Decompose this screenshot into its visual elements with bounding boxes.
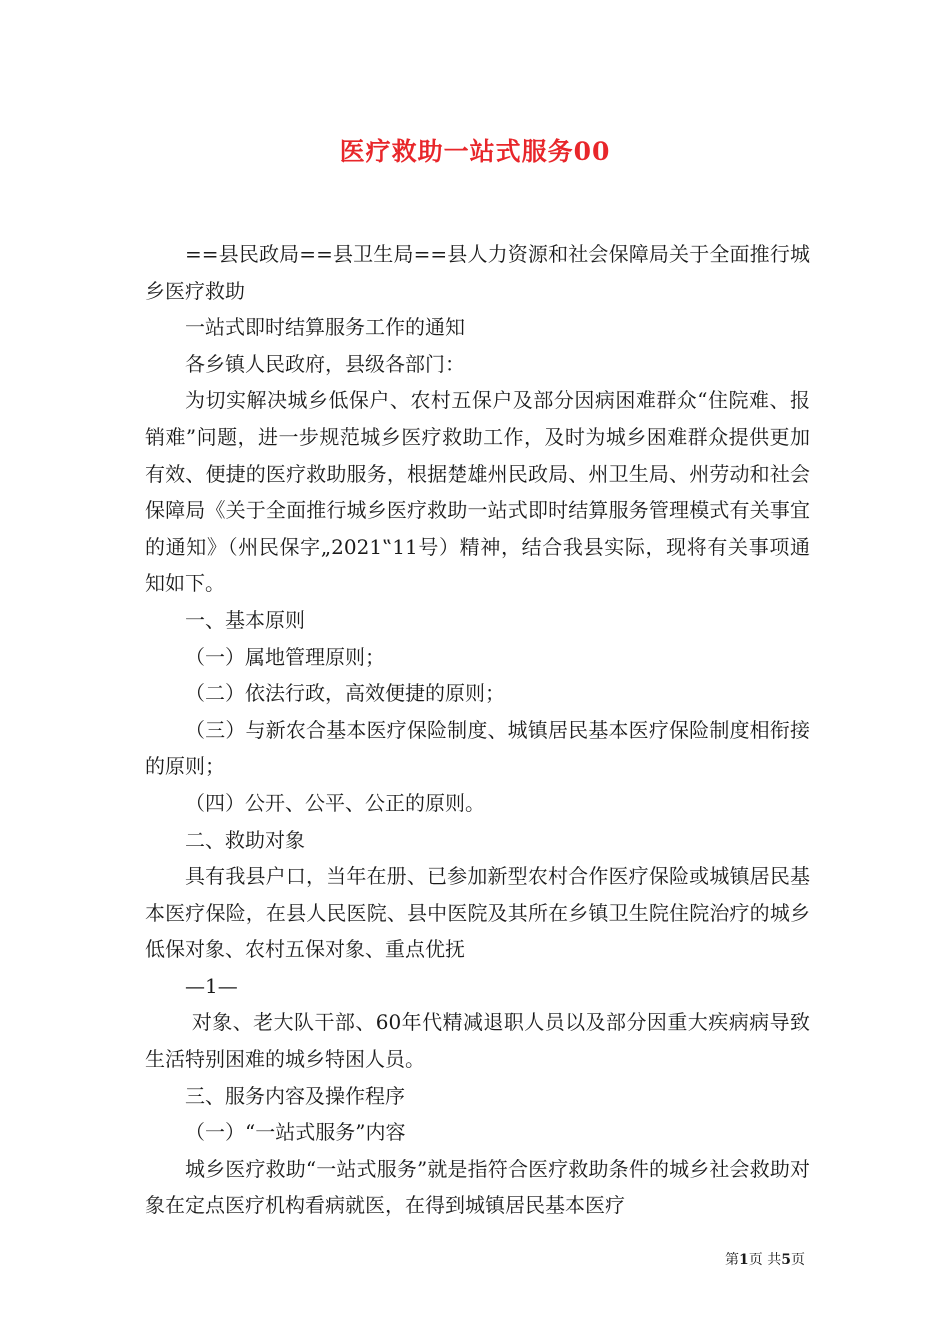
paragraph: （一）属地管理原则； — [185, 644, 385, 669]
paragraph: 各乡镇人民政府，县级各部门： — [185, 351, 465, 376]
footer-suffix: 页 — [791, 1252, 805, 1268]
paragraph: 三、服务内容及操作程序 — [185, 1083, 405, 1108]
paragraph: ==县民政局==县卫生局==县人力资源和社会保障局关于全面推行城乡医疗救助 — [145, 242, 810, 303]
paragraph: 对象、老大队干部、60年代精减退职人员以及部分因重大疾病病导致生活特别困难的城乡特困人员。 — [145, 1010, 811, 1072]
document-body — [145, 236, 810, 1224]
paragraph: 二、救助对象 — [185, 827, 305, 852]
document-title: 医疗救助一站式服务00 — [339, 137, 611, 166]
paragraph: （三）与新农合基本医疗保险制度、城镇居民基本医疗保险制度相衔接的原则； — [145, 717, 810, 779]
total-page-count: 5 — [781, 1252, 791, 1268]
current-page-number: 1 — [739, 1252, 749, 1268]
paragraph: （四）公开、公平、公正的原则。 — [185, 790, 485, 815]
paragraph: 具有我县户口，当年在册、已参加新型农村合作医疗保险或城镇居民基本医疗保险，在县人民医院、县中医院及其所在乡镇卫生院住院治疗的城乡低保对象、农村五保对象、重点优抚 — [145, 864, 810, 962]
footer-middle: 页 共 — [748, 1252, 782, 1268]
footer-prefix: 第 — [725, 1252, 740, 1268]
paragraph: 城乡医疗救助“一站式服务”就是指符合医疗救助条件的城乡社会救助对象在定点医疗机构看病就医，在得到城镇居民基本医疗 — [145, 1156, 810, 1218]
paragraph: 一站式即时结算服务工作的通知 — [185, 315, 465, 340]
page-footer — [725, 1249, 805, 1269]
paragraph: 为切实解决城乡低保户、农村五保户及部分因病困难群众“住院难、报销难”问题，进一步规范城乡医疗救助工作，及时为城乡困难群众提供更加有效、便捷的医疗救助服务，根据楚雄州民政局、州卫生局、州劳动和社会保障局《关于全面推行城乡医疗救助一站式即时结算服务管理模式有关事宜的通知》（州民保字„2021‟11号）精神，结合我县实际，现将有关事项通知如下。 — [145, 388, 810, 596]
paragraph: 一、基本原则 — [185, 607, 305, 632]
paragraph: （二）依法行政，高效便捷的原则； — [185, 681, 505, 706]
paragraph: （一）“一站式服务”内容 — [185, 1120, 406, 1145]
paragraph: —1— — [185, 973, 238, 998]
